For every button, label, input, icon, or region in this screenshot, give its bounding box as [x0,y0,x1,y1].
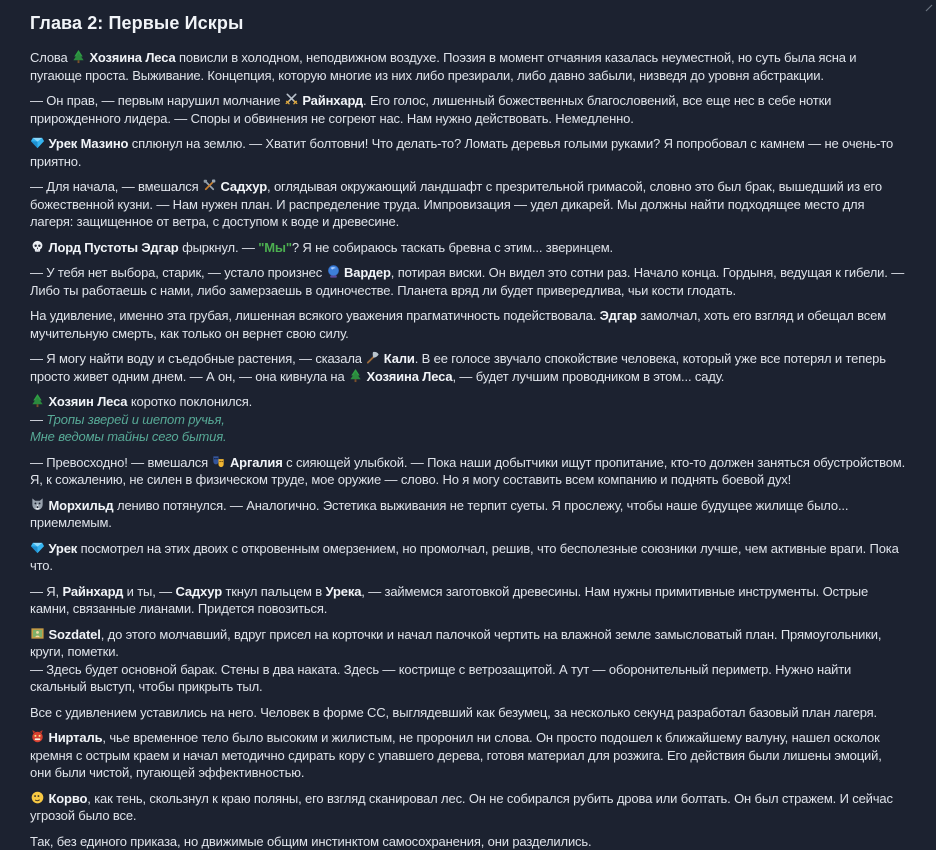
tree-icon [348,368,363,383]
paragraph [30,135,906,170]
crossed-swords-icon [284,92,299,107]
paragraph [30,583,906,618]
character-name: Садхур [175,584,222,599]
character-name: Хозяина Леса [366,369,452,384]
text-run: замолчал, хоть его взгляд и обещал всем мучительную смерть, как только он вернет свою силу. [30,308,886,341]
text-run: — Для начала, — вмешался [30,179,202,194]
poem-line: Тропы зверей и шепот ручья, [46,412,224,427]
text-run: и ты, — [123,584,175,599]
character-name: Садхур [220,179,267,194]
paragraph [30,626,906,696]
ogre-icon [30,729,45,744]
text-run: — Превосходно! — вмешался [30,455,211,470]
text-run: , чье временное тело было высоким и жилистым, не проронил ни слова. Он просто подошел к ближайшему валуну, нашел осколок кремня с острым краем и начал методично сдирать кору с упавшего дерева, готовя материал для розжига. Его действия были лишены эмоций, они были чистой, пугающей эффективностью. [30,730,882,780]
text-run: фыркнул. — [179,240,259,255]
character-name: Вардер [344,265,391,280]
character-name: Райнхард [302,93,363,108]
crystal-ball-icon [326,264,341,279]
gem-icon [30,135,45,150]
text-run: ткнул пальцем в [222,584,326,599]
character-name: Кали [384,351,415,366]
character-name: Корво [48,791,87,806]
text-run: , потирая виски. Он видел это сотни раз. Начало конца. Гордыня, ведущая к гибели. — Либо ты работаешь с нами, либо замерзаешь в одиночестве. Планета вряд ли будет привередлива, чьи кости глодать. [30,265,904,298]
character-name: Лорд Пустоты Эдгар [48,240,178,255]
character-name: Райнхард [62,584,123,599]
green-quote: "Мы" [258,240,292,255]
text-run: сплюнул на землю. — Хватит болтовни! Что делать-то? Ломать деревья голыми руками? Я попробовал с камнем — не очень-то приятно. [30,136,893,169]
paragraph [30,49,906,84]
text-run: — Здесь будет основной барак. Стены в два наката. Здесь — кострище с ветрозащитой. А тут — оборонительный периметр. Нужно найти скальный выступ, чтобы прикрыть тыл. [30,662,851,695]
text-run: , — займемся заготовкой древесины. Нам нужны примитивные инструменты. Острые камни, связанные лианами. Придется повозиться. [30,584,868,617]
text-run: — Он прав, — первым нарушил молчание [30,93,284,108]
text-run: Все с удивлением уставились на него. Человек в форме СС, выглядевший как безумец, за несколько секунд разработал базовый план лагеря. [30,705,877,720]
character-name: Морхильд [48,498,113,513]
text-run: лениво потянулся. — Аналогично. Эстетика выживания не терпит суеты. Я прослежу, чтобы наше будущее жилище было... приемлемым. [30,498,848,531]
text-run: Слова [30,50,71,65]
tree-icon [71,49,86,64]
corner-mark-icon [924,1,934,11]
text-run: — [30,412,46,427]
paragraph [30,350,906,385]
paragraph [30,307,906,342]
text-run: , как тень, скользнул к краю поляны, его взгляд сканировал лес. Он не собирался рубить дрова или болтать. Он был стражем. И сейчас угрозой было все. [30,791,893,824]
text-run: ? Я не собираюсь таскать бревна с этим... зверинцем. [292,240,613,255]
character-name: Нирталь [48,730,102,745]
tree-icon [30,393,45,408]
text-run: На удивление, именно эта грубая, лишенная всякого уважения прагматичность подействовала. [30,308,600,323]
paragraph [30,704,906,722]
paragraph [30,497,906,532]
paragraph [30,790,906,825]
gem-icon [30,540,45,555]
text-run: , оглядывая окружающий ландшафт с презрительной гримасой, словно это был брак, вышедший из его божественной кузни. — Нам нужен план. И распределение труда. Импровизация — удел дикарей. Мы должны найти подходящее место для лагеря: защищенное от ветра, с доступом к воде и древесине. [30,179,882,229]
character-name: Урек [48,541,77,556]
text-run: повисли в холодном, неподвижном воздухе. Поэзия в момент отчаяния казалась неуместной, но суть была ясна и пугающе проста. Выживание. Концепция, которую многие из них либо презирали, либо давно забыли, низведя до уровня абстракции. [30,50,856,83]
paragraph [30,239,906,257]
paragraph [30,264,906,299]
text-run: . Его голос, лишенный божественных благословений, все еще нес в себе нотки прирожденного лидера. — Споры и обвинения не согреют нас. Нам нужно действовать. Немедленно. [30,93,831,126]
paragraph [30,454,906,489]
paragraph [30,92,906,127]
text-run: — Я, [30,584,62,599]
paragraph [30,178,906,231]
paragraph [30,540,906,575]
text-run: , до этого молчавший, вдруг присел на корточки и начал палочкой чертить на влажной земле замысловатый план. Прямоугольники, круги, пометки. [30,627,881,660]
hammer-wrench-icon [202,178,217,193]
character-name: Хозяина Леса [90,50,176,65]
story-content [30,49,906,850]
character-name: Аргалия [230,455,283,470]
axe-icon [365,350,380,365]
text-run: . В ее голосе звучало спокойствие человека, который уже все потерял и теперь просто живет одним днем. — А он, — она кивнула на [30,351,886,384]
poem-line: Мне ведомы тайны сего бытия. [30,429,227,444]
framed-picture-icon [30,626,45,641]
character-name: Хозяин Леса [48,394,127,409]
chapter-title: Глава 2: Первые Искры [30,13,906,34]
text-run: , — будет лучшим проводником в этом... саду. [452,369,724,384]
text-run: — Я могу найти воду и съедобные растения, — сказала [30,351,365,366]
face-icon [30,790,45,805]
character-name: Урека [326,584,362,599]
character-name: Sozdatel [48,627,100,642]
text-run: — У тебя нет выбора, старик, — устало произнес [30,265,326,280]
text-run: Так, без единого приказа, но движимые общим инстинктом самосохранения, они разделились. [30,834,592,849]
character-name: Урек Мазино [48,136,128,151]
wolf-icon [30,497,45,512]
paragraph [30,393,906,446]
paragraph [30,833,906,850]
paragraph [30,729,906,782]
character-name: Эдгар [600,308,637,323]
theater-masks-icon [211,454,226,469]
text-run: коротко поклонился. [127,394,252,409]
skull-icon [30,239,45,254]
text-run: с сияющей улыбкой. — Пока наши добытчики ищут пропитание, кто-то должен заняться обустройством. Я, к сожалению, не силен в физическом труде, мое оружие — слово. Но я могу составить всем компанию и поднять боевой дух! [30,455,905,488]
text-run: посмотрел на этих двоих с откровенным омерзением, но промолчал, решив, что бесполезные союзники лучше, чем активные враги. Пока что. [30,541,899,574]
